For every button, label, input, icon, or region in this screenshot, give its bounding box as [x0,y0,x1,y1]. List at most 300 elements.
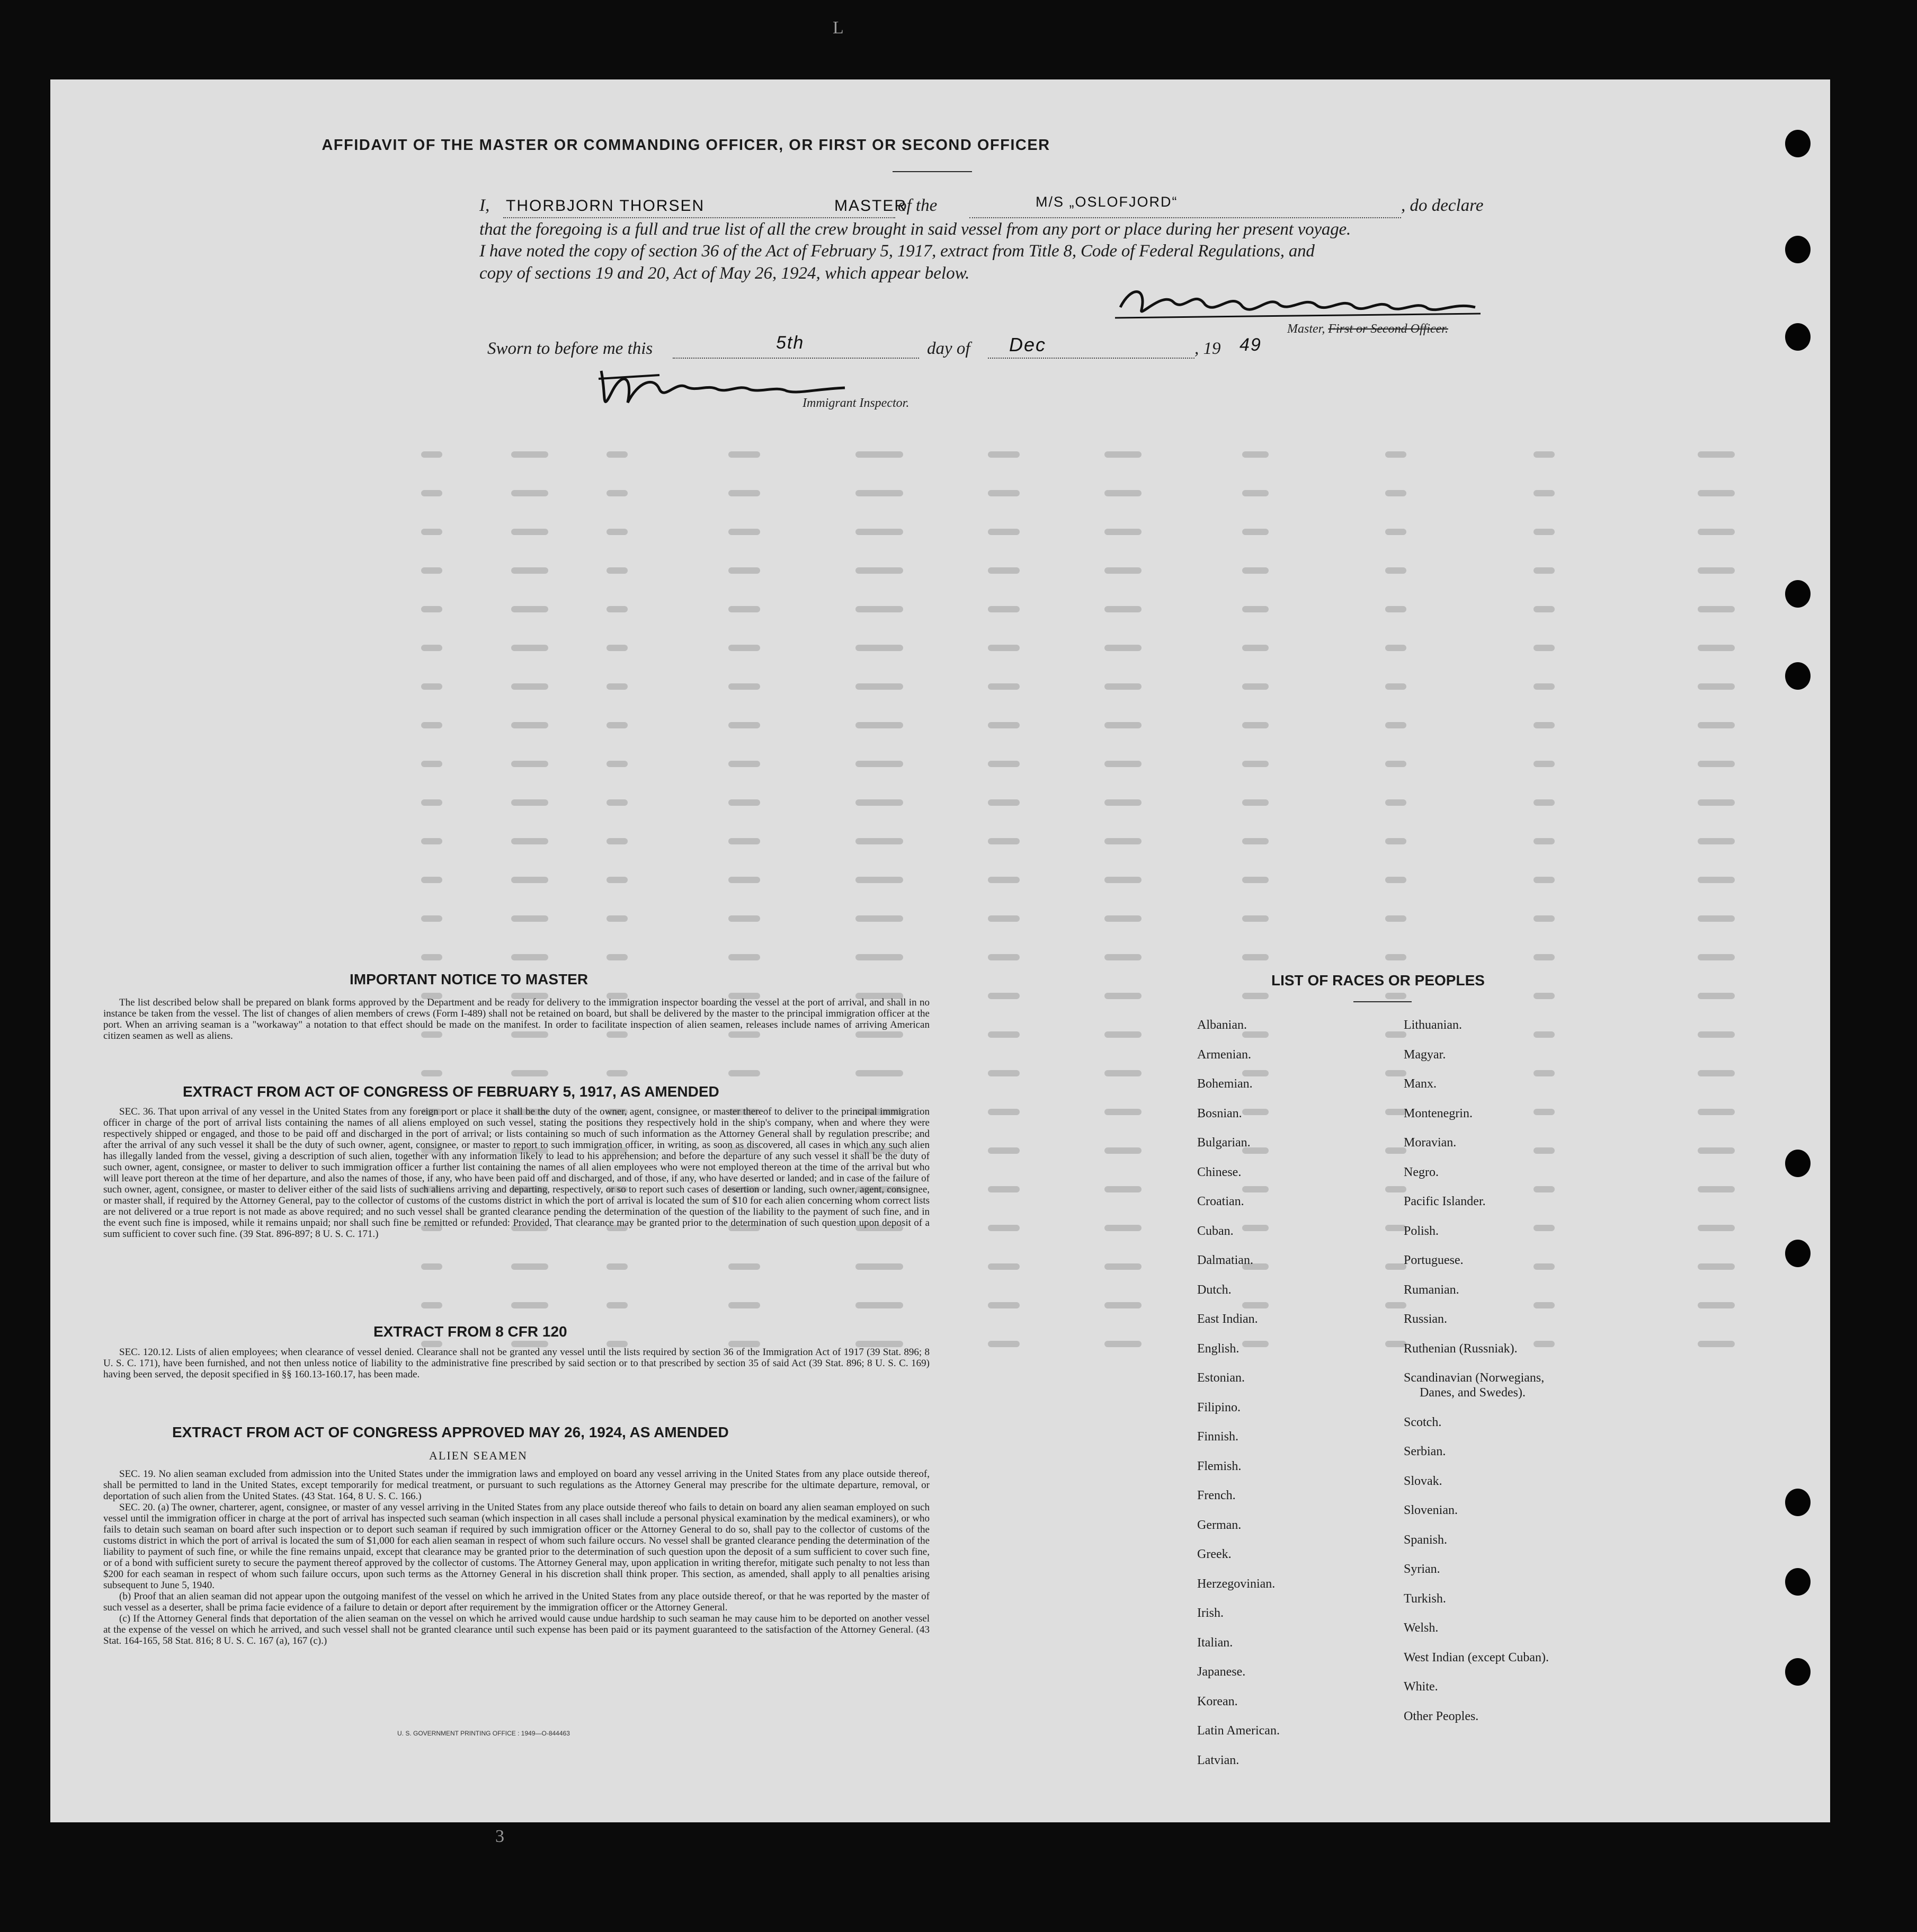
punch-hole [1785,236,1811,263]
bleed-mark [1698,799,1735,806]
vessel-name: M/S „OSLOFJORD“ [1036,194,1178,210]
bleed-mark [1533,838,1555,844]
bleed-mark [511,1263,548,1270]
bleed-row [50,600,1830,619]
bleed-mark [1104,722,1142,728]
bleed-mark [1533,567,1555,574]
bleed-mark [1104,799,1142,806]
bleed-mark [1698,1070,1735,1076]
bleed-mark [855,1070,903,1076]
bleed-mark [728,877,760,883]
bleed-mark [607,1070,628,1076]
bleed-mark [1533,1031,1555,1038]
race-item: Filipino. [1197,1400,1241,1414]
extract-1924-body [103,1468,930,1646]
bleed-mark [511,683,548,690]
year-prefix: , 19 [1194,339,1221,358]
bleed-mark [988,645,1020,651]
bleed-row [50,909,1830,928]
bleed-mark [728,1070,760,1076]
bleed-mark [1698,529,1735,535]
bleed-mark [1385,1263,1406,1270]
bleed-mark [1385,1341,1406,1347]
bleed-mark [421,529,442,535]
bleed-mark [607,722,628,728]
bleed-row [50,870,1830,889]
bleed-mark [1698,877,1735,883]
bleed-mark [1104,1070,1142,1076]
punch-hole [1785,1240,1811,1267]
race-item: Spanish. [1404,1533,1448,1547]
bleed-mark [1385,877,1406,883]
bleed-mark [1533,451,1555,458]
race-item: Slovak. [1404,1474,1442,1488]
bleed-mark [1385,722,1406,728]
affidavit-line-3: I have noted the copy of section 36 of the Act of February 5, 1917, extract from Title 8, Code of Federal Regulations, and [479,242,1315,261]
bleed-mark [607,1302,628,1308]
bleed-row [50,1296,1830,1315]
sec-19-text: SEC. 19. No alien seaman excluded from admission into the United States under the immigration laws and employed on board any vessel arriving in the United States from any place outside thereof, shall be permitted to land in the United States, except temporarily for medical treatment, or pursuant to such regulations as the Attorney General may prescribe for the ultimate departure, removal, or deportation of such alien from the United States. (43 Stat. 164, 8 U. S. C. 166.) [103,1468,930,1502]
bleed-mark [1385,490,1406,496]
bleed-mark [988,1225,1020,1231]
bleed-mark [728,761,760,767]
extract-1924-title: EXTRACT FROM ACT OF CONGRESS APPROVED MAY 26, 1924, AS AMENDED [172,1424,729,1440]
bleed-mark [1533,1225,1555,1231]
bleed-mark [988,606,1020,612]
bleed-mark [988,1147,1020,1154]
bleed-row [50,677,1830,696]
bleed-row [50,484,1830,503]
sworn-day: 5th [776,333,805,353]
printing-office-footer: U. S. GOVERNMENT PRINTING OFFICE : 1949—O-844463 [397,1730,570,1737]
bleed-mark [1533,645,1555,651]
bleed-mark [421,567,442,574]
race-item: East Indian. [1197,1312,1258,1326]
bleed-mark [1533,722,1555,728]
month-line [988,358,1194,359]
punch-hole [1785,1568,1811,1596]
bleed-mark [1104,1263,1142,1270]
master-signature [1115,281,1486,323]
extract-cfr-body [103,1347,930,1380]
bleed-mark [421,915,442,922]
bleed-mark [988,529,1020,535]
bleed-row [50,445,1830,464]
bleed-mark [1104,954,1142,960]
race-item: Finnish. [1197,1430,1239,1444]
bleed-mark [855,915,903,922]
race-item: Scandinavian (Norwegians, [1404,1371,1545,1385]
bleed-mark [1698,761,1735,767]
page-mark-top: L [833,18,844,38]
notice-body [103,997,930,1041]
bleed-mark [1242,490,1269,496]
race-item: Estonian. [1197,1371,1245,1385]
master-name: THORBJORN THORSEN [506,197,705,215]
bleed-mark [1385,1031,1406,1038]
bleed-mark [1533,606,1555,612]
bleed-mark [1698,683,1735,690]
bleed-row [50,1064,1830,1083]
bleed-mark [1698,1109,1735,1115]
master-rank: MASTER [834,197,907,215]
bleed-mark [988,915,1020,922]
race-item: German. [1197,1518,1242,1532]
bleed-row [50,793,1830,812]
bleed-mark [855,877,903,883]
bleed-mark [421,722,442,728]
bleed-mark [728,1302,760,1308]
bleed-mark [511,606,548,612]
race-item: Latvian. [1197,1753,1240,1767]
bleed-mark [1698,1147,1735,1154]
bleed-mark [728,606,760,612]
bleed-mark [511,1302,548,1308]
bleed-mark [1104,567,1142,574]
bleed-mark [1242,1031,1269,1038]
bleed-mark [1385,1302,1406,1308]
master-caption-master: Master, [1287,322,1325,336]
bleed-mark [421,645,442,651]
master-caption [1287,322,1448,336]
bleed-mark [607,606,628,612]
race-item: Italian. [1197,1635,1233,1650]
bleed-row [50,716,1830,735]
bleed-mark [607,451,628,458]
bleed-mark [1385,838,1406,844]
bleed-mark [1533,761,1555,767]
bleed-mark [1385,954,1406,960]
notice-text: The list described below shall be prepared on blank forms approved by the Department and be ready for delivery to the immigration inspector boarding the vessel at the port of arrival, and shall in no instance be taken from the vessel. The list of changes of alien members of crews (Form I-489) shall not be retained on board, but shall be delivered by the master to the principal immigration officer at the port. When an arriving seaman is a "workaway" a notation to that effect should be made on the manifest. In order to facilitate inspection of alien seamen, releases include names of arriving American citizen seamen as well as aliens. [103,997,930,1041]
bleed-mark [1242,1225,1269,1231]
bleed-mark [988,1341,1020,1347]
bleed-mark [1242,1341,1269,1347]
bleed-row [50,638,1830,657]
race-item: French. [1197,1489,1236,1502]
bleed-mark [1533,1302,1555,1308]
race-item: Turkish. [1404,1591,1446,1606]
race-item: Rumanian. [1404,1283,1459,1297]
bleed-mark [421,683,442,690]
bleed-mark [1698,1186,1735,1192]
race-item: Chinese. [1197,1165,1242,1179]
bleed-mark [1104,1147,1142,1154]
race-item: Lithuanian. [1404,1018,1462,1032]
race-item: Bohemian. [1197,1077,1253,1091]
bleed-mark [1104,606,1142,612]
bleed-mark [1104,645,1142,651]
bleed-mark [1104,1109,1142,1115]
punch-hole [1785,1489,1811,1516]
bleed-mark [1698,1225,1735,1231]
race-item: Danes, and Swedes). [1420,1386,1526,1400]
bleed-row [50,948,1830,967]
bleed-mark [728,799,760,806]
bleed-mark [1698,838,1735,844]
bleed-mark [1242,683,1269,690]
bleed-mark [988,1263,1020,1270]
bleed-mark [1385,606,1406,612]
bleed-mark [855,490,903,496]
bleed-row [50,522,1830,541]
bleed-mark [511,877,548,883]
bleed-mark [511,799,548,806]
bleed-mark [511,722,548,728]
bleed-mark [607,490,628,496]
races-rule [1353,1001,1412,1002]
sworn-year: 49 [1240,335,1262,355]
bleed-mark [421,1263,442,1270]
bleed-mark [1242,761,1269,767]
bleed-mark [607,838,628,844]
bleed-mark [728,567,760,574]
bleed-mark [1698,954,1735,960]
bleed-mark [1533,799,1555,806]
day-of-label: day of [927,339,970,358]
bleed-mark [421,1070,442,1076]
race-item: Flemish. [1197,1459,1242,1473]
affidavit-line-4: copy of sections 19 and 20, Act of May 26, 1924, which appear below. [479,264,970,283]
bleed-mark [1385,993,1406,999]
race-item: Armenian. [1197,1047,1251,1062]
bleed-mark [607,877,628,883]
bleed-mark [1533,877,1555,883]
bleed-mark [1533,1109,1555,1115]
page-mark-bottom: 3 [495,1827,504,1846]
bleed-mark [1533,1070,1555,1076]
bleed-mark [988,683,1020,690]
extract-cfr-title: EXTRACT FROM 8 CFR 120 [373,1323,567,1340]
bleed-mark [988,490,1020,496]
bleed-mark [511,567,548,574]
bleed-mark [1698,1031,1735,1038]
bleed-mark [1533,1186,1555,1192]
bleed-mark [1242,645,1269,651]
affidavit-title: AFFIDAVIT OF THE MASTER OR COMMANDING OFFICER, OR FIRST OR SECOND OFFICER [322,137,1050,154]
bleed-mark [1385,567,1406,574]
bleed-mark [607,529,628,535]
bleed-mark [1104,993,1142,999]
bleed-mark [728,451,760,458]
bleed-mark [1533,490,1555,496]
race-item: Russian. [1404,1312,1448,1326]
form-page [50,79,1830,1822]
bleed-mark [1242,567,1269,574]
bleed-mark [607,567,628,574]
race-item: Dalmatian. [1197,1253,1253,1267]
bleed-mark [1698,645,1735,651]
bleed-mark [855,683,903,690]
bleed-mark [1385,1225,1406,1231]
bleed-mark [421,606,442,612]
race-item: White. [1404,1680,1438,1694]
bleed-mark [988,993,1020,999]
bleed-mark [1385,1109,1406,1115]
bleed-mark [1242,838,1269,844]
bleed-mark [1104,1031,1142,1038]
bleed-mark [1533,915,1555,922]
bleed-mark [1104,529,1142,535]
bleed-mark [421,799,442,806]
bleed-mark [1242,1302,1269,1308]
bleed-row [50,561,1830,580]
bleed-mark [988,1031,1020,1038]
bleed-mark [728,915,760,922]
bleed-mark [728,490,760,496]
race-item: Bulgarian. [1197,1136,1251,1150]
bleed-mark [1242,915,1269,922]
bleed-mark [855,606,903,612]
bleed-mark [1242,606,1269,612]
bleed-mark [855,529,903,535]
race-item: West Indian (except Cuban). [1404,1650,1549,1664]
bleed-mark [855,722,903,728]
bleed-mark [1533,1263,1555,1270]
bleed-mark [1698,722,1735,728]
bleed-row [50,832,1830,851]
bleed-mark [607,1263,628,1270]
race-item: Japanese. [1197,1665,1246,1679]
bleed-mark [1533,954,1555,960]
bleed-mark [607,761,628,767]
punch-hole [1785,1150,1811,1177]
bleed-mark [728,529,760,535]
bleed-mark [511,451,548,458]
punch-hole [1785,1658,1811,1686]
bleed-mark [728,683,760,690]
bleed-mark [988,838,1020,844]
bleed-mark [988,1070,1020,1076]
bleed-mark [607,915,628,922]
bleed-mark [988,451,1020,458]
bleed-mark [988,799,1020,806]
bleed-mark [421,954,442,960]
bleed-mark [1698,490,1735,496]
bleed-mark [1242,799,1269,806]
bleed-mark [988,954,1020,960]
bleed-mark [421,451,442,458]
bleed-mark [988,1186,1020,1192]
bleed-mark [1385,1070,1406,1076]
bleed-mark [1698,915,1735,922]
bleed-mark [607,683,628,690]
bleed-mark [1698,451,1735,458]
bleed-mark [728,838,760,844]
race-item: Herzegovinian. [1197,1577,1276,1591]
punch-hole [1785,580,1811,608]
vessel-line [969,217,1401,218]
bleed-mark [855,567,903,574]
race-item: Other Peoples. [1404,1709,1479,1723]
bleed-mark [988,877,1020,883]
bleed-mark [511,954,548,960]
bleed-mark [988,1109,1020,1115]
bleed-mark [421,838,442,844]
bleed-mark [1104,451,1142,458]
extract-1917-body [103,1106,930,1240]
bleed-mark [855,1302,903,1308]
race-item: Bosnian. [1197,1106,1242,1120]
race-item: Magyar. [1404,1047,1446,1062]
bleed-mark [1385,1186,1406,1192]
do-declare-label: , do declare [1401,196,1484,215]
bleed-mark [855,954,903,960]
bleed-mark [1104,1225,1142,1231]
bleed-mark [1385,645,1406,651]
race-item: Syrian. [1404,1562,1440,1576]
bleed-mark [855,761,903,767]
race-item: English. [1197,1341,1240,1356]
inspector-caption: Immigrant Inspector. [803,396,910,410]
bleed-mark [728,645,760,651]
bleed-mark [1698,606,1735,612]
bleed-mark [1104,1341,1142,1347]
bleed-mark [607,645,628,651]
bleed-mark [1533,1341,1555,1347]
bleed-mark [1533,529,1555,535]
race-item: Manx. [1404,1077,1437,1091]
bleed-mark [855,1263,903,1270]
bleed-mark [1104,683,1142,690]
bleed-mark [855,838,903,844]
bleed-mark [1104,761,1142,767]
bleed-mark [1242,1070,1269,1076]
bleed-mark [1385,799,1406,806]
race-item: Ruthenian (Russniak). [1404,1341,1518,1356]
bleed-mark [1533,993,1555,999]
bleed-mark [421,490,442,496]
race-item: Greek. [1197,1547,1232,1561]
race-item: Pacific Islander. [1404,1195,1486,1208]
alien-seamen-subtitle: ALIEN SEAMEN [429,1449,528,1462]
race-item: Welsh. [1404,1621,1439,1635]
bleed-mark [728,722,760,728]
affidavit-i: I, [479,196,490,215]
race-item: Croatian. [1197,1195,1244,1208]
bleed-mark [1104,1186,1142,1192]
bleed-mark [1698,993,1735,999]
bleed-mark [607,954,628,960]
races-title: LIST OF RACES OR PEOPLES [1271,972,1485,989]
affidavit-line-2: that the foregoing is a full and true list of all the crew brought in said vessel from any port or place during her present voyage. [479,220,1351,239]
bleed-mark [1242,722,1269,728]
bleed-mark [855,645,903,651]
bleed-mark [1385,451,1406,458]
bleed-mark [421,877,442,883]
race-item: Korean. [1197,1694,1238,1708]
bleed-mark [1104,915,1142,922]
bleed-mark [988,761,1020,767]
race-item: Serbian. [1404,1445,1446,1458]
bleed-mark [1698,1302,1735,1308]
bleed-mark [1533,1147,1555,1154]
bleed-mark [728,1263,760,1270]
race-item: Slovenian. [1404,1503,1458,1517]
day-line [673,358,919,359]
extract-1917-title: EXTRACT FROM ACT OF CONGRESS OF FEBRUARY 5, 1917, AS AMENDED [183,1083,719,1100]
master-caption-struck: First or Second Officer. [1328,322,1448,336]
bleed-mark [1242,1186,1269,1192]
bleed-mark [1104,877,1142,883]
bleed-mark [988,1302,1020,1308]
sworn-label: Sworn to before me this [487,339,653,358]
bleed-mark [1242,993,1269,999]
punch-hole [1785,662,1811,690]
bleed-mark [1242,451,1269,458]
bleed-mark [607,799,628,806]
punch-hole [1785,323,1811,351]
race-item: Polish. [1404,1224,1439,1238]
